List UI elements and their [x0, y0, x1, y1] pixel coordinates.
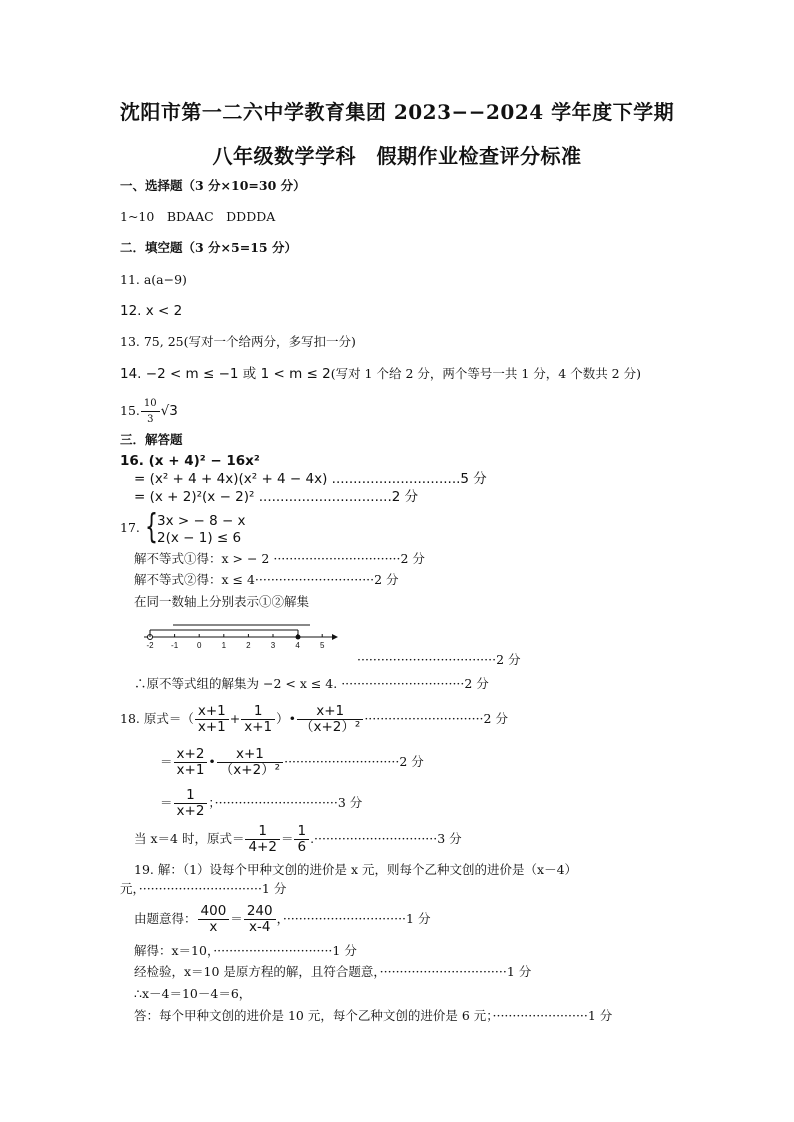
q18-score3: ；·······························3 分	[208, 795, 363, 810]
q19-line5: 经检验，x＝10 是原方程的解，且符合题意，································1 分	[134, 964, 532, 979]
q19-equals: ＝	[230, 911, 243, 926]
q18-frac2: $\frac{1}{x+1}$	[241, 704, 275, 735]
q18-line2	[160, 745, 424, 779]
number-line-tick-label: 3	[270, 641, 276, 650]
q18-frac6: $\frac{1}{x+2}$	[174, 788, 208, 819]
q19-line1: 19. 解：（1）设每个甲种文创的进价是 x 元，则每个乙种文创的进价是（x－4）	[134, 862, 578, 877]
q18-line1	[120, 702, 508, 736]
q19-line3	[134, 902, 430, 936]
q18-eq2: ＝	[160, 754, 173, 769]
q16-line1: 16. (x + 4)² − 16x²	[120, 453, 260, 469]
q19-line7: 答：每个甲种文创的进价是 10 元，每个乙种文创的进价是 6 元；························1 分	[134, 1008, 613, 1023]
q14-math: 14. −2 < m ≤ −1 或 1 < m ≤ 2	[120, 366, 331, 382]
q18-eq4: ＝	[280, 831, 294, 846]
number-line-tick-label: 1	[221, 641, 227, 650]
q17-score-line: ···································2 分	[357, 652, 521, 667]
q15-answer	[120, 396, 178, 427]
brace-icon: {	[145, 507, 158, 547]
q18-close: ）•	[276, 711, 296, 726]
number-line-tick-label: 5	[319, 641, 325, 650]
q14-note: (写对 1 个给 2 分，两个等号一共 1 分，4 个数共 2 分)	[330, 366, 641, 381]
q18-sub: 当 x＝4 时，原式＝	[134, 831, 245, 846]
q17-inequality-1: 3x > − 8 − x	[157, 513, 246, 529]
page-title: 沈阳市第一二六中学教育集团 2023−−2024 学年度下学期	[119, 100, 675, 124]
q18-eq3: ＝	[160, 795, 173, 810]
q19-line6: ∴x－4＝10－4＝6，	[134, 986, 252, 1001]
number-line-arrow	[332, 634, 338, 640]
q15-radical: √3	[160, 403, 178, 419]
number-line-tick-label: -2	[146, 641, 154, 650]
number-line-tick-label: 0	[196, 641, 202, 650]
q16-line2: = (x² + 4 + 4x)(x² + 4 − 4x) ..............................5 分	[134, 471, 487, 487]
q17-step3: 在同一数轴上分别表示①②解集	[134, 594, 310, 609]
q18-line4	[134, 822, 462, 856]
choice-answers: 1~10 BDAAC DDDDA	[120, 209, 276, 224]
q12-answer: 12. x < 2	[120, 303, 183, 319]
q18-plus: +	[229, 711, 241, 726]
q17-step2: 解不等式②得：x ≤ 4······························2 分	[134, 572, 399, 587]
number-line-tick-label: 2	[246, 641, 251, 650]
q17-conclusion: ∴原不等式组的解集为 −2 < x ≤ 4. ·······························2 分	[134, 676, 489, 691]
number-line-tick-label: 4	[295, 641, 300, 650]
q15-label: 15.	[120, 403, 140, 418]
number-line	[140, 618, 340, 652]
q18-score4: .·······························3 分	[310, 831, 462, 846]
q19-line2: 元，·······························1 分	[120, 881, 287, 896]
q18-frac4: $\frac{x+2}{x+1}$	[174, 747, 208, 778]
q18-frac1: $\frac{x+1}{x+1}$	[195, 704, 229, 735]
section-heading-choice: 一、选择题（3 分×10=30 分）	[120, 178, 306, 193]
q19-line4: 解得：x＝10，······························1 分	[134, 943, 357, 958]
section-heading-solve: 三．解答题	[120, 432, 183, 447]
q18-frac3: $\frac{x+1}{\text{（x+2）²}}$	[297, 704, 363, 735]
q11-answer: 11. a(a−9)	[120, 272, 187, 287]
number-line-tick-label: -1	[171, 641, 179, 650]
page-subtitle: 八年级数学学科 假期作业检查评分标准	[212, 144, 582, 168]
q18-frac5: $\frac{x+1}{\text{（x+2）²}}$	[217, 747, 283, 778]
q18-label: 18. 原式＝（	[120, 711, 194, 726]
q18-line3	[160, 786, 362, 820]
q15-fraction: $\frac{10}{3}$	[141, 396, 160, 427]
q14-answer	[120, 366, 641, 382]
q19-eq-pre: 由题意得：	[134, 911, 197, 926]
q17-label: 17.	[120, 520, 140, 535]
q13-answer: 13. 75, 25(写对一个给两分，多写扣一分)	[120, 334, 356, 349]
q19-score2: ，·······························1 分	[276, 911, 431, 926]
q16-line3: = (x + 2)²(x − 2)² ...............................2 分	[134, 489, 419, 505]
q18-dot: •	[208, 754, 216, 769]
q19-frac2: $\frac{240}{x-4}$	[244, 904, 276, 935]
q17-step1: 解不等式①得：x > − 2 ································2 分	[134, 551, 425, 566]
q18-frac8: $\frac{1}{6}$	[294, 824, 309, 855]
q18-score1: ······························2 分	[364, 711, 508, 726]
q19-frac1: $\frac{400}{x}$	[198, 904, 230, 935]
q18-frac7: $\frac{1}{4+2}$	[245, 824, 280, 855]
q18-score2: ·····························2 分	[284, 754, 424, 769]
q17-inequality-2: 2(x − 1) ≤ 6	[157, 530, 242, 546]
section-heading-fill: 二．填空题（3 分×5=15 分）	[120, 240, 297, 255]
